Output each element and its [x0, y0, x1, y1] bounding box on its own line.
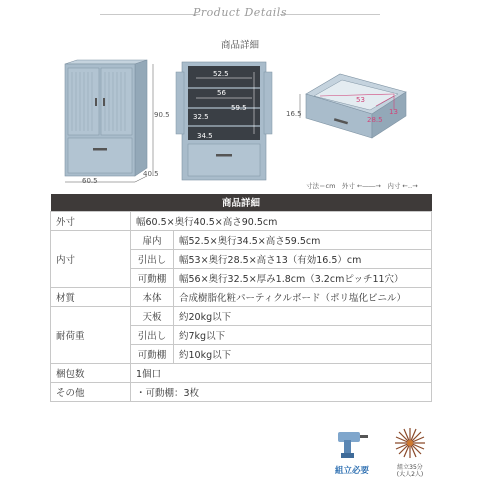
timer-icon	[393, 426, 427, 460]
row-key: 外寸	[51, 211, 131, 230]
row-value: 約10kg以下	[174, 344, 432, 363]
row-value: ・可動棚：3枚	[131, 382, 432, 401]
table-row	[51, 306, 432, 325]
interior-shelf-width-label: 56	[217, 89, 226, 97]
cabinet-depth-label: 40.5	[143, 170, 159, 178]
interior-shelf-depth-label: 32.5	[193, 113, 209, 121]
row-value: 幅52.5×奥行34.5×高さ59.5cm	[174, 230, 432, 249]
row-key: 耐荷重	[51, 306, 131, 363]
drill-icon	[332, 426, 372, 460]
spec-table	[50, 194, 432, 402]
row-subkey: 可動棚	[131, 344, 174, 363]
table-header-row	[51, 194, 432, 211]
row-value: 1個口	[131, 363, 432, 382]
dimension-legend: 寸法＝cm 外寸 ←――→ 内寸 ←‥→	[306, 182, 418, 190]
drawer-image	[296, 66, 416, 156]
row-subkey: 本体	[131, 287, 174, 306]
row-subkey: 可動棚	[131, 268, 174, 287]
row-subkey: 引出し	[131, 249, 174, 268]
assembly-time-badge	[385, 426, 435, 476]
script-title: Product Details	[193, 6, 287, 19]
drawer-height-label: 13	[389, 108, 398, 116]
interior-height-label: 59.5	[231, 104, 247, 112]
cabinet-front-image	[55, 58, 165, 188]
row-value: 幅56×奥行32.5×厚み1.8cm（3.2cmピッチ11穴）	[174, 268, 432, 287]
table-row	[51, 211, 432, 230]
table-row	[51, 230, 432, 249]
interior-depth-label: 34.5	[197, 132, 213, 140]
drawer-depth-label: 28.5	[367, 116, 383, 124]
assembly-time-label: 組立35分	[397, 464, 423, 471]
page-header	[0, 0, 480, 28]
product-illustration	[0, 52, 480, 192]
row-subkey: 引出し	[131, 325, 174, 344]
row-key: 材質	[51, 287, 131, 306]
assembly-required-label: 組立必要	[334, 466, 369, 476]
row-key: 内寸	[51, 230, 131, 287]
assembly-required-badge	[322, 426, 382, 476]
section-subtitle: 商品詳細	[220, 40, 259, 51]
row-value: 合成樹脂化粧パーティクルボード（ポリ塩化ビニル）	[174, 287, 432, 306]
table-row	[51, 363, 432, 382]
row-subkey: 扉内	[131, 230, 174, 249]
interior-width-label: 52.5	[213, 70, 229, 78]
drawer-width-label: 53	[356, 96, 365, 104]
drawer-side-height-label: 16.5	[286, 110, 302, 118]
cabinet-width-label: 60.5	[82, 177, 98, 185]
row-key: 梱包数	[51, 363, 131, 382]
assembly-people-label: (大人2人)	[396, 471, 424, 478]
table-row	[51, 287, 432, 306]
row-value: 幅60.5×奥行40.5×高さ90.5cm	[131, 211, 432, 230]
row-value: 幅53×奥行28.5×高さ13（有効16.5）cm	[174, 249, 432, 268]
row-value: 約7kg以下	[174, 325, 432, 344]
row-value: 約20kg以下	[174, 306, 432, 325]
row-key: その他	[51, 382, 131, 401]
cabinet-height-label: 90.5	[154, 111, 170, 119]
table-row	[51, 382, 432, 401]
row-subkey: 天板	[131, 306, 174, 325]
table-title: 商品詳細	[51, 194, 432, 211]
